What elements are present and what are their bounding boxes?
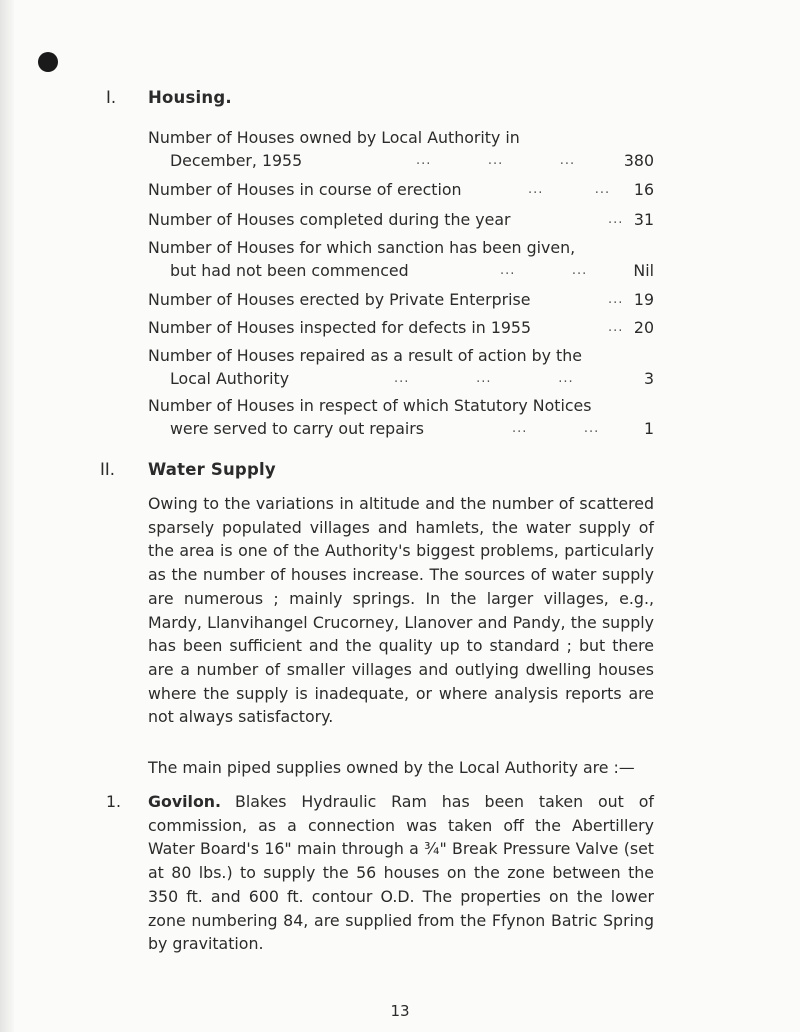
- housing-row-text: were served to carry out repairs: [170, 419, 424, 438]
- item-label: Govilon.: [148, 792, 222, 811]
- housing-row-value: Nil: [633, 261, 654, 280]
- housing-row-text: but had not been commenced: [170, 261, 409, 280]
- housing-row: [148, 178, 654, 201]
- page-edge-shadow: [0, 0, 14, 1032]
- housing-row-text: Number of Houses inspected for defects in 1955: [148, 318, 532, 337]
- section-title-water: Water Supply: [148, 460, 276, 479]
- housing-row: [148, 316, 654, 339]
- housing-row-text: Number of Houses completed during the year: [148, 210, 511, 229]
- housing-row-text: Number of Houses for which sanction has been given,: [148, 238, 576, 257]
- housing-row: [148, 344, 654, 390]
- housing-row: [148, 208, 654, 231]
- leader-dots: ... ...: [512, 421, 600, 436]
- page-number: 13: [390, 1002, 410, 1020]
- housing-row-text: December, 1955: [170, 151, 303, 170]
- housing-row-value: 20: [633, 318, 654, 337]
- leader-dots: ... ...: [500, 263, 588, 278]
- section-number-water: II.: [100, 460, 115, 479]
- section-number-housing: I.: [106, 88, 117, 107]
- housing-row-value: 16: [633, 180, 654, 199]
- housing-row-text: Number of Houses erected by Private Enterprise: [148, 290, 531, 309]
- housing-row: [148, 236, 654, 282]
- leader-dots: ...: [608, 212, 624, 227]
- water-supply-paragraph: Owing to the variations in altitude and the number of scattered sparsely populated villages and hamlets, the water supply of the area is one of the Authority's biggest problems, particularly as the number of houses increase. The sources of water supply are numerous ; mainly springs. In the larger villages, e.g., Mardy, Llanvihangel Crucorney, Llanover and Pandy, the supply has been sufficient and the quality up to standard ; but there are a number of smaller villages and outlying dwelling houses where the supply is inadequate, or where analysis reports are not always satisfactory.: [148, 494, 654, 727]
- leader-dots: ...: [608, 320, 624, 335]
- housing-row-text: Number of Houses in course of erection: [148, 180, 462, 199]
- housing-row-value: 31: [633, 210, 654, 229]
- leader-dots: ... ... ...: [416, 153, 576, 168]
- leader-dots: ... ... ...: [394, 371, 574, 386]
- housing-row-value: 19: [633, 290, 654, 309]
- leader-dots: ... ...: [528, 182, 611, 197]
- housing-row: [148, 126, 654, 172]
- leader-dots: ...: [608, 292, 624, 307]
- punch-hole-mark: [38, 52, 58, 72]
- housing-row-value: 3: [643, 369, 654, 388]
- housing-row-value: 380: [623, 151, 654, 170]
- housing-row: [148, 394, 654, 440]
- housing-row: [148, 288, 654, 311]
- section-title-housing: Housing.: [148, 88, 232, 107]
- housing-row-text: Number of Houses in respect of which Statutory Notices: [148, 396, 592, 415]
- housing-row-text: Local Authority: [170, 369, 290, 388]
- item-text: Blakes Hydraulic Ram has been taken out of commission, as a connection was taken off the Abertillery Water Board's 16" main through a ¾" Break Pressure Valve (set at 80 lbs.) to supply the 56 houses on the zone between the 350 ft. and 600 ft. contour O.D. The properties on the lower zone numbering 84, are supplied from the Ffynon Batric Spring by gravitation.: [148, 792, 654, 954]
- supply-item-govilon: [148, 790, 654, 956]
- housing-row-text: Number of Houses repaired as a result of action by the: [148, 346, 582, 365]
- piped-supplies-intro: The main piped supplies owned by the Local Authority are :—: [148, 758, 635, 777]
- housing-row-text: Number of Houses owned by Local Authority in: [148, 128, 520, 147]
- housing-row-value: 1: [643, 419, 654, 438]
- item-number: 1.: [106, 792, 122, 811]
